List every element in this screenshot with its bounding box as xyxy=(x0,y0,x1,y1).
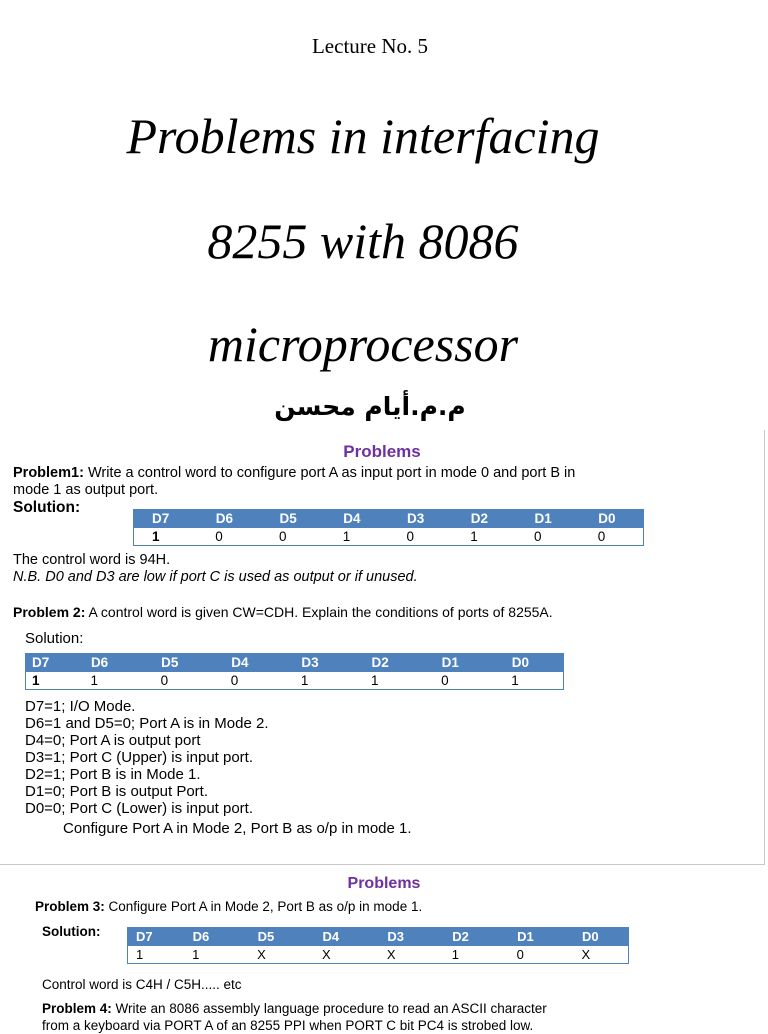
control-word-table-3 xyxy=(127,927,629,964)
problem4-line-2: from a keyboard via PORT A of an 8255 PPI when PORT C bit PC4 is strobed low. xyxy=(42,1018,534,1033)
table-value-row xyxy=(26,672,564,690)
problem2-label: Problem 2: xyxy=(13,604,86,620)
value-d0: 0 xyxy=(580,528,644,546)
problem1-text: Write a control word to configure port A as input port in mode 0 and port B in xyxy=(83,465,576,481)
explain-line-1: D7=1; I/O Mode. xyxy=(25,698,136,715)
header-d1: D1 xyxy=(516,510,580,528)
header-d2: D2 xyxy=(434,928,499,946)
value-d4: X xyxy=(304,946,369,964)
title-line-1: Problems in interfacing xyxy=(126,108,600,164)
header-d4: D4 xyxy=(325,510,389,528)
slide-heading: Problems xyxy=(343,442,421,461)
title-line-3: microprocessor xyxy=(207,316,519,372)
value-d1: 0 xyxy=(423,672,493,690)
header-d6: D6 xyxy=(174,928,239,946)
header-d2: D2 xyxy=(452,510,516,528)
value-d6: 0 xyxy=(197,528,261,546)
problem1-label: Problem1: xyxy=(13,465,84,481)
explain-line-2: D6=1 and D5=0; Port A is in Mode 2. xyxy=(25,715,269,732)
header-d7: D7 xyxy=(134,510,198,528)
value-d7: 1 xyxy=(26,672,73,690)
value-d2: 1 xyxy=(353,672,423,690)
header-d3: D3 xyxy=(283,654,353,672)
solution3-label: Solution: xyxy=(42,924,101,939)
header-d6: D6 xyxy=(197,510,261,528)
problem3-line xyxy=(35,898,422,915)
value-d5: X xyxy=(239,946,304,964)
header-d4: D4 xyxy=(304,928,369,946)
note-line: N.B. D0 and D3 are low if port C is used as output or if unused. xyxy=(13,569,418,585)
value-d2: 1 xyxy=(452,528,516,546)
solution2-label: Solution: xyxy=(25,630,84,647)
problem4-label: Problem 4: xyxy=(42,1001,112,1016)
title-line-2: 8255 with 8086 xyxy=(207,213,519,269)
control-word-result: Control word is C4H / C5H..... etc xyxy=(42,977,242,992)
problem1-line-2: mode 1 as output port. xyxy=(13,482,159,498)
value-d6: 1 xyxy=(174,946,239,964)
value-d1: 0 xyxy=(499,946,564,964)
lecture-number: Lecture No. 5 xyxy=(311,34,429,58)
explain-line-3: D4=0; Port A is output port xyxy=(25,732,201,749)
slide-heading: Problems xyxy=(347,875,421,892)
header-d5: D5 xyxy=(261,510,325,528)
value-d7: 1 xyxy=(134,528,198,546)
value-d4: 1 xyxy=(325,528,389,546)
value-d6: 1 xyxy=(72,672,142,690)
value-d3: 1 xyxy=(283,672,353,690)
value-d5: 0 xyxy=(143,672,213,690)
control-word-result: The control word is 94H. xyxy=(13,552,171,568)
value-d7: 1 xyxy=(128,946,175,964)
header-d2: D2 xyxy=(353,654,423,672)
problem1-line-1 xyxy=(13,465,575,482)
value-d0: X xyxy=(564,946,629,964)
value-d2: 1 xyxy=(434,946,499,964)
header-d6: D6 xyxy=(72,654,142,672)
explain-line-4: D3=1; Port C (Upper) is input port. xyxy=(25,749,254,766)
solution1-label: Solution: xyxy=(13,499,81,516)
explain-line-6: D1=0; Port B is output Port. xyxy=(25,783,209,800)
problem2-line xyxy=(13,604,553,621)
explain-line-5: D2=1; Port B is in Mode 1. xyxy=(25,766,201,783)
value-d3: 0 xyxy=(389,528,453,546)
header-d1: D1 xyxy=(499,928,564,946)
table-header-row xyxy=(128,928,629,946)
problem4-line xyxy=(42,1000,547,1017)
value-d0: 1 xyxy=(493,672,563,690)
table-header-row xyxy=(26,654,564,672)
table-value-row xyxy=(128,946,629,964)
header-d3: D3 xyxy=(389,510,453,528)
problem3-text: Configure Port A in Mode 2, Port B as o/p in mode 1. xyxy=(104,899,423,914)
header-d3: D3 xyxy=(369,928,434,946)
slide-problems-1 xyxy=(0,430,765,865)
header-d0: D0 xyxy=(493,654,563,672)
conclusion-line: Configure Port A in Mode 2, Port B as o/p in mode 1. xyxy=(63,820,412,837)
header-d5: D5 xyxy=(143,654,213,672)
table-value-row xyxy=(134,528,644,546)
header-d1: D1 xyxy=(423,654,493,672)
header-d7: D7 xyxy=(26,654,73,672)
header-d0: D0 xyxy=(580,510,644,528)
problem2-text: A control word is given CW=CDH. Explain the conditions of ports of 8255A. xyxy=(85,604,553,620)
explain-line-7: D0=0; Port C (Lower) is input port. xyxy=(25,800,254,817)
slide-problems-2 xyxy=(0,868,768,1033)
header-d7: D7 xyxy=(128,928,175,946)
value-d5: 0 xyxy=(261,528,325,546)
table-header-row xyxy=(134,510,644,528)
problem3-label: Problem 3: xyxy=(35,899,105,914)
author-name: م.م.أيام محسن xyxy=(274,392,466,421)
header-d5: D5 xyxy=(239,928,304,946)
control-word-table-2 xyxy=(25,653,564,690)
value-d1: 0 xyxy=(516,528,580,546)
value-d3: X xyxy=(369,946,434,964)
value-d4: 0 xyxy=(213,672,283,690)
header-d0: D0 xyxy=(564,928,629,946)
control-word-table-1 xyxy=(133,509,644,546)
problem4-text: Write an 8086 assembly language procedure to read an ASCII character xyxy=(111,1001,547,1016)
header-d4: D4 xyxy=(213,654,283,672)
